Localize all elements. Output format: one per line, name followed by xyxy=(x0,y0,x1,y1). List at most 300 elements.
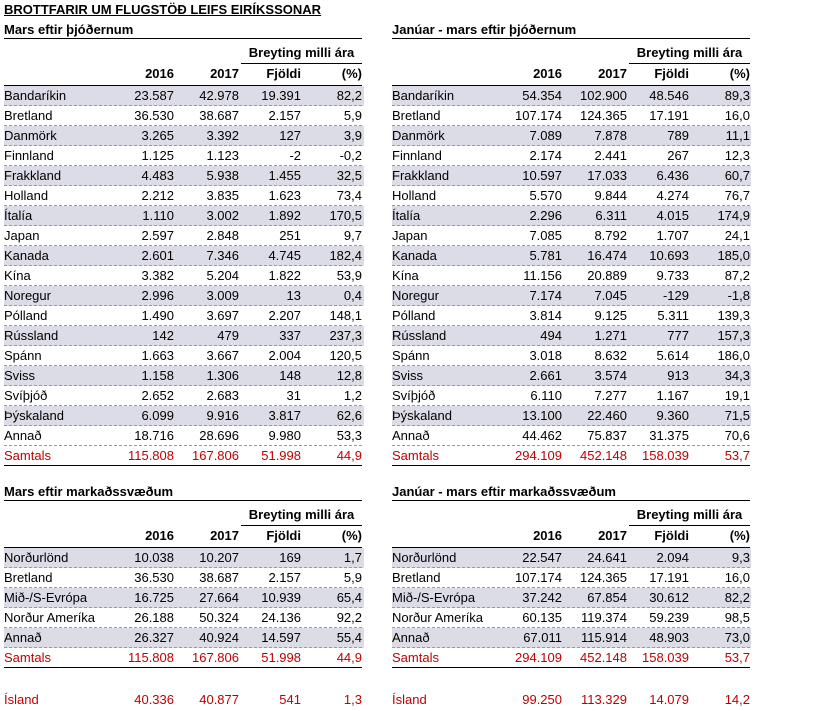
row-label: Annað xyxy=(4,630,42,645)
table-row xyxy=(4,326,364,346)
cell-value: 3,9 xyxy=(343,128,362,143)
table-row xyxy=(4,406,364,426)
cell-value: 5,9 xyxy=(343,108,362,123)
cell-value: 113.329 xyxy=(580,692,627,707)
cell-value: 82,2 xyxy=(724,590,750,605)
cell-value: 127 xyxy=(279,128,301,143)
cell-value: 99.250 xyxy=(522,692,562,707)
cell-value: 73,0 xyxy=(724,630,750,645)
cell-value: 51.998 xyxy=(261,448,301,463)
cell-value: 4.483 xyxy=(141,168,174,183)
cell-value: 107.174 xyxy=(515,570,562,585)
cell-value: 13 xyxy=(286,288,301,303)
cell-value: 107.174 xyxy=(515,108,562,123)
cell-value: 16,0 xyxy=(724,108,750,123)
cell-value: 38.687 xyxy=(199,108,239,123)
cell-value: 48.903 xyxy=(649,630,689,645)
table-row xyxy=(4,126,364,146)
row-label: Noregur xyxy=(4,288,51,303)
cell-value: 3.574 xyxy=(594,368,627,383)
cell-value: 1.892 xyxy=(268,208,301,223)
row-label: Bretland xyxy=(4,108,53,123)
table-row xyxy=(392,226,751,246)
cell-value: 27.664 xyxy=(199,590,239,605)
cell-value: 157,3 xyxy=(717,328,750,343)
cell-value: 5,9 xyxy=(343,570,362,585)
table-row xyxy=(4,568,364,588)
cell-value: 42.978 xyxy=(199,88,239,103)
table-row xyxy=(392,568,751,588)
cell-value: 2.212 xyxy=(141,188,174,203)
cell-value: 16.725 xyxy=(134,590,174,605)
cell-value: 75.837 xyxy=(587,428,627,443)
column-header: 2016 xyxy=(145,528,174,543)
row-label: Svíþjóð xyxy=(392,388,436,403)
table-row xyxy=(4,86,364,106)
cell-value: 2.848 xyxy=(206,228,239,243)
total-row xyxy=(4,446,364,466)
cell-value: 2.683 xyxy=(206,388,239,403)
table-row xyxy=(4,266,364,286)
cell-value: 174,9 xyxy=(717,208,750,223)
cell-value: 7.878 xyxy=(594,128,627,143)
cell-value: 1.490 xyxy=(141,308,174,323)
column-header: 2017 xyxy=(598,66,627,81)
table-row xyxy=(392,86,751,106)
column-header: Fjöldi xyxy=(266,528,301,543)
column-header: 2016 xyxy=(533,528,562,543)
title-underline xyxy=(392,500,750,501)
cell-value: 22.547 xyxy=(522,550,562,565)
cell-value: 158.039 xyxy=(642,448,689,463)
cell-value: 3.382 xyxy=(141,268,174,283)
row-label: Danmörk xyxy=(4,128,57,143)
table-row xyxy=(392,548,751,568)
cell-value: 6.099 xyxy=(141,408,174,423)
table-row xyxy=(392,186,751,206)
row-label: Norðurlönd xyxy=(392,550,457,565)
row-label: Samtals xyxy=(4,448,51,463)
cell-value: -1,8 xyxy=(727,288,750,303)
change-group-header: Breyting milli ára xyxy=(248,507,355,522)
table-row xyxy=(4,426,364,446)
cell-value: 14.079 xyxy=(649,692,689,707)
cell-value: 26.188 xyxy=(134,610,174,625)
cell-value: 24.641 xyxy=(587,550,627,565)
cell-value: 337 xyxy=(279,328,301,343)
cell-value: 115.808 xyxy=(127,650,174,665)
cell-value: 10.207 xyxy=(199,550,239,565)
cell-value: 20.889 xyxy=(587,268,627,283)
section-title: Janúar - mars eftir þjóðernum xyxy=(392,22,577,37)
cell-value: 19,1 xyxy=(724,388,750,403)
cell-value: 6.110 xyxy=(530,388,562,403)
cell-value: 23.587 xyxy=(134,88,174,103)
cell-value: 76,7 xyxy=(724,188,750,203)
total-underline xyxy=(392,667,750,668)
row-label: Finnland xyxy=(392,148,442,163)
cell-value: 44,9 xyxy=(336,448,362,463)
table-row xyxy=(392,126,751,146)
column-header: (%) xyxy=(341,66,362,81)
cell-value: 541 xyxy=(279,692,301,707)
iceland-row xyxy=(392,690,751,710)
row-label: Svíþjóð xyxy=(4,388,48,403)
row-label: Mið-/S-Evrópa xyxy=(392,590,476,605)
cell-value: -2 xyxy=(289,148,301,163)
cell-value: 55,4 xyxy=(336,630,362,645)
cell-value: 60.135 xyxy=(522,610,562,625)
cell-value: 17.033 xyxy=(587,168,627,183)
table-row xyxy=(4,166,364,186)
cell-value: 10.038 xyxy=(134,550,174,565)
row-label: Spánn xyxy=(4,348,42,363)
cell-value: 2.004 xyxy=(268,348,301,363)
row-label: Ísland xyxy=(4,692,39,707)
column-header: Fjöldi xyxy=(266,66,301,81)
cell-value: 19.391 xyxy=(261,88,301,103)
cell-value: 1.167 xyxy=(656,388,689,403)
table-row xyxy=(4,286,364,306)
cell-value: 44,9 xyxy=(336,650,362,665)
cell-value: -129 xyxy=(662,288,689,303)
cell-value: 2.296 xyxy=(529,208,562,223)
cell-value: -0,2 xyxy=(339,148,362,163)
row-label: Samtals xyxy=(392,650,439,665)
cell-value: 2.207 xyxy=(268,308,301,323)
cell-value: 452.148 xyxy=(580,448,627,463)
table-row xyxy=(392,588,751,608)
cell-value: 7.085 xyxy=(529,228,562,243)
title-underline xyxy=(4,500,362,501)
row-label: Sviss xyxy=(4,368,36,383)
cell-value: 9.916 xyxy=(206,408,239,423)
cell-value: 4.015 xyxy=(656,208,689,223)
row-label: Pólland xyxy=(4,308,48,323)
cell-value: 65,4 xyxy=(336,590,362,605)
row-label: Danmörk xyxy=(392,128,445,143)
cell-value: 237,3 xyxy=(329,328,362,343)
cell-value: 913 xyxy=(667,368,689,383)
cell-value: 11,1 xyxy=(725,128,750,143)
cell-value: 167.806 xyxy=(192,650,239,665)
cell-value: 479 xyxy=(217,328,239,343)
table-row xyxy=(392,346,751,366)
row-label: Bandaríkin xyxy=(392,88,455,103)
cell-value: 60,7 xyxy=(724,168,750,183)
cell-value: 70,6 xyxy=(724,428,750,443)
cell-value: 3.002 xyxy=(206,208,239,223)
column-header-row xyxy=(4,526,364,546)
table-row xyxy=(392,286,751,306)
cell-value: 34,3 xyxy=(724,368,750,383)
cell-value: 26.327 xyxy=(134,630,174,645)
row-label: Ítalía xyxy=(392,208,421,223)
page-title: BROTTFARIR UM FLUGSTÖÐ LEIFS EIRÍKSSONAR xyxy=(4,2,322,17)
total-row xyxy=(392,446,751,466)
cell-value: 182,4 xyxy=(329,248,362,263)
cell-value: 124.365 xyxy=(580,108,627,123)
column-header: 2017 xyxy=(210,528,239,543)
table-row xyxy=(392,306,751,326)
table-row xyxy=(4,608,364,628)
cell-value: 71,5 xyxy=(724,408,750,423)
cell-value: 40.336 xyxy=(134,692,174,707)
cell-value: 158.039 xyxy=(642,650,689,665)
cell-value: 17.191 xyxy=(649,570,689,585)
row-label: Frakkland xyxy=(392,168,450,183)
cell-value: 1.271 xyxy=(594,328,627,343)
cell-value: 40.924 xyxy=(199,630,239,645)
table-row xyxy=(4,186,364,206)
cell-value: 3.667 xyxy=(206,348,239,363)
row-label: Norður Ameríka xyxy=(4,610,96,625)
row-label: Mið-/S-Evrópa xyxy=(4,590,88,605)
row-label: Annað xyxy=(4,428,42,443)
column-header: (%) xyxy=(341,528,362,543)
table-row xyxy=(4,226,364,246)
cell-value: 3.392 xyxy=(206,128,239,143)
table-row xyxy=(4,306,364,326)
cell-value: 1.455 xyxy=(268,168,301,183)
cell-value: 1.663 xyxy=(141,348,174,363)
table-row xyxy=(4,366,364,386)
cell-value: 119.374 xyxy=(580,610,627,625)
cell-value: 3.817 xyxy=(268,408,301,423)
cell-value: 1,2 xyxy=(343,388,362,403)
table-row xyxy=(392,206,751,226)
cell-value: 31.375 xyxy=(649,428,689,443)
row-label: Frakkland xyxy=(4,168,62,183)
row-label: Kína xyxy=(4,268,31,283)
cell-value: 2.996 xyxy=(141,288,174,303)
table-row xyxy=(4,206,364,226)
cell-value: 267 xyxy=(667,148,689,163)
cell-value: 5.311 xyxy=(657,308,689,323)
total-underline xyxy=(4,465,362,466)
table-row xyxy=(392,426,751,446)
total-row xyxy=(392,648,751,668)
cell-value: 2.441 xyxy=(594,148,627,163)
cell-value: 5.570 xyxy=(529,188,562,203)
cell-value: 36.530 xyxy=(134,570,174,585)
cell-value: 8.792 xyxy=(594,228,627,243)
row-label: Kanada xyxy=(392,248,437,263)
table-row xyxy=(392,166,751,186)
change-group-header: Breyting milli ára xyxy=(636,45,743,60)
table-row xyxy=(392,326,751,346)
column-header-row xyxy=(392,526,751,546)
row-label: Rússland xyxy=(4,328,59,343)
table-row xyxy=(392,266,751,286)
cell-value: 1,3 xyxy=(343,692,362,707)
total-row xyxy=(4,648,364,668)
cell-value: 51.998 xyxy=(261,650,301,665)
cell-value: 789 xyxy=(667,128,689,143)
cell-value: 59.239 xyxy=(649,610,689,625)
cell-value: 10.939 xyxy=(261,590,301,605)
iceland-row xyxy=(4,690,364,710)
cell-value: 3.697 xyxy=(206,308,239,323)
table-row xyxy=(392,628,751,648)
cell-value: 2.157 xyxy=(268,570,301,585)
total-underline xyxy=(4,667,362,668)
row-label: Ísland xyxy=(392,692,427,707)
cell-value: 148,1 xyxy=(329,308,362,323)
cell-value: 73,4 xyxy=(336,188,362,203)
cell-value: 3.009 xyxy=(206,288,239,303)
row-label: Holland xyxy=(4,188,49,203)
cell-value: 53,3 xyxy=(336,428,362,443)
table-row xyxy=(4,346,364,366)
column-header: 2016 xyxy=(145,66,174,81)
cell-value: 31 xyxy=(286,388,301,403)
cell-value: 1.158 xyxy=(141,368,174,383)
cell-value: 9.980 xyxy=(268,428,301,443)
cell-value: 22.460 xyxy=(587,408,627,423)
cell-value: 87,2 xyxy=(724,268,750,283)
cell-value: 53,7 xyxy=(724,650,750,665)
cell-value: 8.632 xyxy=(594,348,627,363)
row-label: Finnland xyxy=(4,148,54,163)
cell-value: 53,9 xyxy=(336,268,362,283)
table-row xyxy=(4,246,364,266)
section-title: Mars eftir markaðssvæðum xyxy=(4,484,174,499)
cell-value: 185,0 xyxy=(717,248,750,263)
cell-value: 11.156 xyxy=(523,268,562,283)
cell-value: 82,2 xyxy=(336,88,362,103)
cell-value: 139,3 xyxy=(717,308,750,323)
cell-value: 98,5 xyxy=(724,610,750,625)
cell-value: 1.125 xyxy=(141,148,174,163)
cell-value: 24.136 xyxy=(261,610,301,625)
row-label: Pólland xyxy=(392,308,436,323)
row-label: Noregur xyxy=(392,288,439,303)
cell-value: 294.109 xyxy=(515,650,562,665)
cell-value: 115.914 xyxy=(580,630,627,645)
cell-value: 1.623 xyxy=(268,188,301,203)
cell-value: 2.597 xyxy=(141,228,174,243)
table-row xyxy=(392,608,751,628)
row-label: Ítalía xyxy=(4,208,33,223)
cell-value: 13.100 xyxy=(522,408,562,423)
cell-value: 124.365 xyxy=(580,570,627,585)
section-title: Janúar - mars eftir markaðssvæðum xyxy=(392,484,616,499)
cell-value: 2.094 xyxy=(656,550,689,565)
cell-value: 5.614 xyxy=(656,348,689,363)
cell-value: 9.360 xyxy=(656,408,689,423)
table-row xyxy=(4,146,364,166)
table-row xyxy=(392,366,751,386)
row-label: Kína xyxy=(392,268,419,283)
table-row xyxy=(392,106,751,126)
cell-value: 7.089 xyxy=(529,128,562,143)
cell-value: 16.474 xyxy=(587,248,627,263)
cell-value: 777 xyxy=(667,328,689,343)
cell-value: 12,8 xyxy=(336,368,362,383)
cell-value: 32,5 xyxy=(336,168,362,183)
cell-value: 1,7 xyxy=(343,550,362,565)
row-label: Bretland xyxy=(392,570,441,585)
row-label: Bretland xyxy=(392,108,441,123)
cell-value: 170,5 xyxy=(329,208,362,223)
change-group-header: Breyting milli ára xyxy=(248,45,355,60)
column-header: (%) xyxy=(729,528,750,543)
cell-value: 67.011 xyxy=(523,630,562,645)
cell-value: 102.900 xyxy=(580,88,627,103)
table-row xyxy=(4,386,364,406)
cell-value: 50.324 xyxy=(199,610,239,625)
cell-value: 37.242 xyxy=(522,590,562,605)
cell-value: 6.436 xyxy=(656,168,689,183)
cell-value: 7.346 xyxy=(206,248,239,263)
row-label: Kanada xyxy=(4,248,49,263)
cell-value: 9.125 xyxy=(594,308,627,323)
cell-value: 2.157 xyxy=(268,108,301,123)
cell-value: 2.601 xyxy=(141,248,174,263)
cell-value: 1.123 xyxy=(206,148,239,163)
cell-value: 89,3 xyxy=(724,88,750,103)
cell-value: 7.045 xyxy=(594,288,627,303)
column-header-row xyxy=(4,64,364,84)
column-header: 2016 xyxy=(533,66,562,81)
cell-value: 120,5 xyxy=(329,348,362,363)
row-label: Samtals xyxy=(392,448,439,463)
cell-value: 3.814 xyxy=(529,308,562,323)
cell-value: 148 xyxy=(279,368,301,383)
cell-value: 1.306 xyxy=(206,368,239,383)
cell-value: 40.877 xyxy=(199,692,239,707)
title-underline xyxy=(392,38,750,39)
cell-value: 28.696 xyxy=(199,428,239,443)
cell-value: 5.781 xyxy=(529,248,562,263)
row-label: Þýskaland xyxy=(392,408,452,423)
cell-value: 17.191 xyxy=(649,108,689,123)
cell-value: 0,4 xyxy=(343,288,362,303)
cell-value: 36.530 xyxy=(134,108,174,123)
row-label: Annað xyxy=(392,630,430,645)
cell-value: 24,1 xyxy=(724,228,750,243)
cell-value: 294.109 xyxy=(515,448,562,463)
cell-value: 5.938 xyxy=(206,168,239,183)
cell-value: 14,2 xyxy=(724,692,750,707)
cell-value: 16,0 xyxy=(724,570,750,585)
row-label: Norðurlönd xyxy=(4,550,69,565)
cell-value: 3.835 xyxy=(206,188,239,203)
row-label: Sviss xyxy=(392,368,424,383)
cell-value: 7.174 xyxy=(529,288,562,303)
row-label: Annað xyxy=(392,428,430,443)
cell-value: 10.693 xyxy=(649,248,689,263)
cell-value: 9.844 xyxy=(594,188,627,203)
column-header: Fjöldi xyxy=(654,528,689,543)
cell-value: 30.612 xyxy=(649,590,689,605)
cell-value: 67.854 xyxy=(587,590,627,605)
row-label: Þýskaland xyxy=(4,408,64,423)
cell-value: 5.204 xyxy=(206,268,239,283)
row-label: Norður Ameríka xyxy=(392,610,484,625)
cell-value: 115.808 xyxy=(127,448,174,463)
column-header: 2017 xyxy=(210,66,239,81)
row-label: Bandaríkin xyxy=(4,88,67,103)
cell-value: 3.265 xyxy=(141,128,174,143)
cell-value: 1.707 xyxy=(656,228,689,243)
cell-value: 494 xyxy=(540,328,562,343)
column-header: 2017 xyxy=(598,528,627,543)
table-row xyxy=(4,588,364,608)
change-group-header: Breyting milli ára xyxy=(636,507,743,522)
row-label: Bretland xyxy=(4,570,53,585)
